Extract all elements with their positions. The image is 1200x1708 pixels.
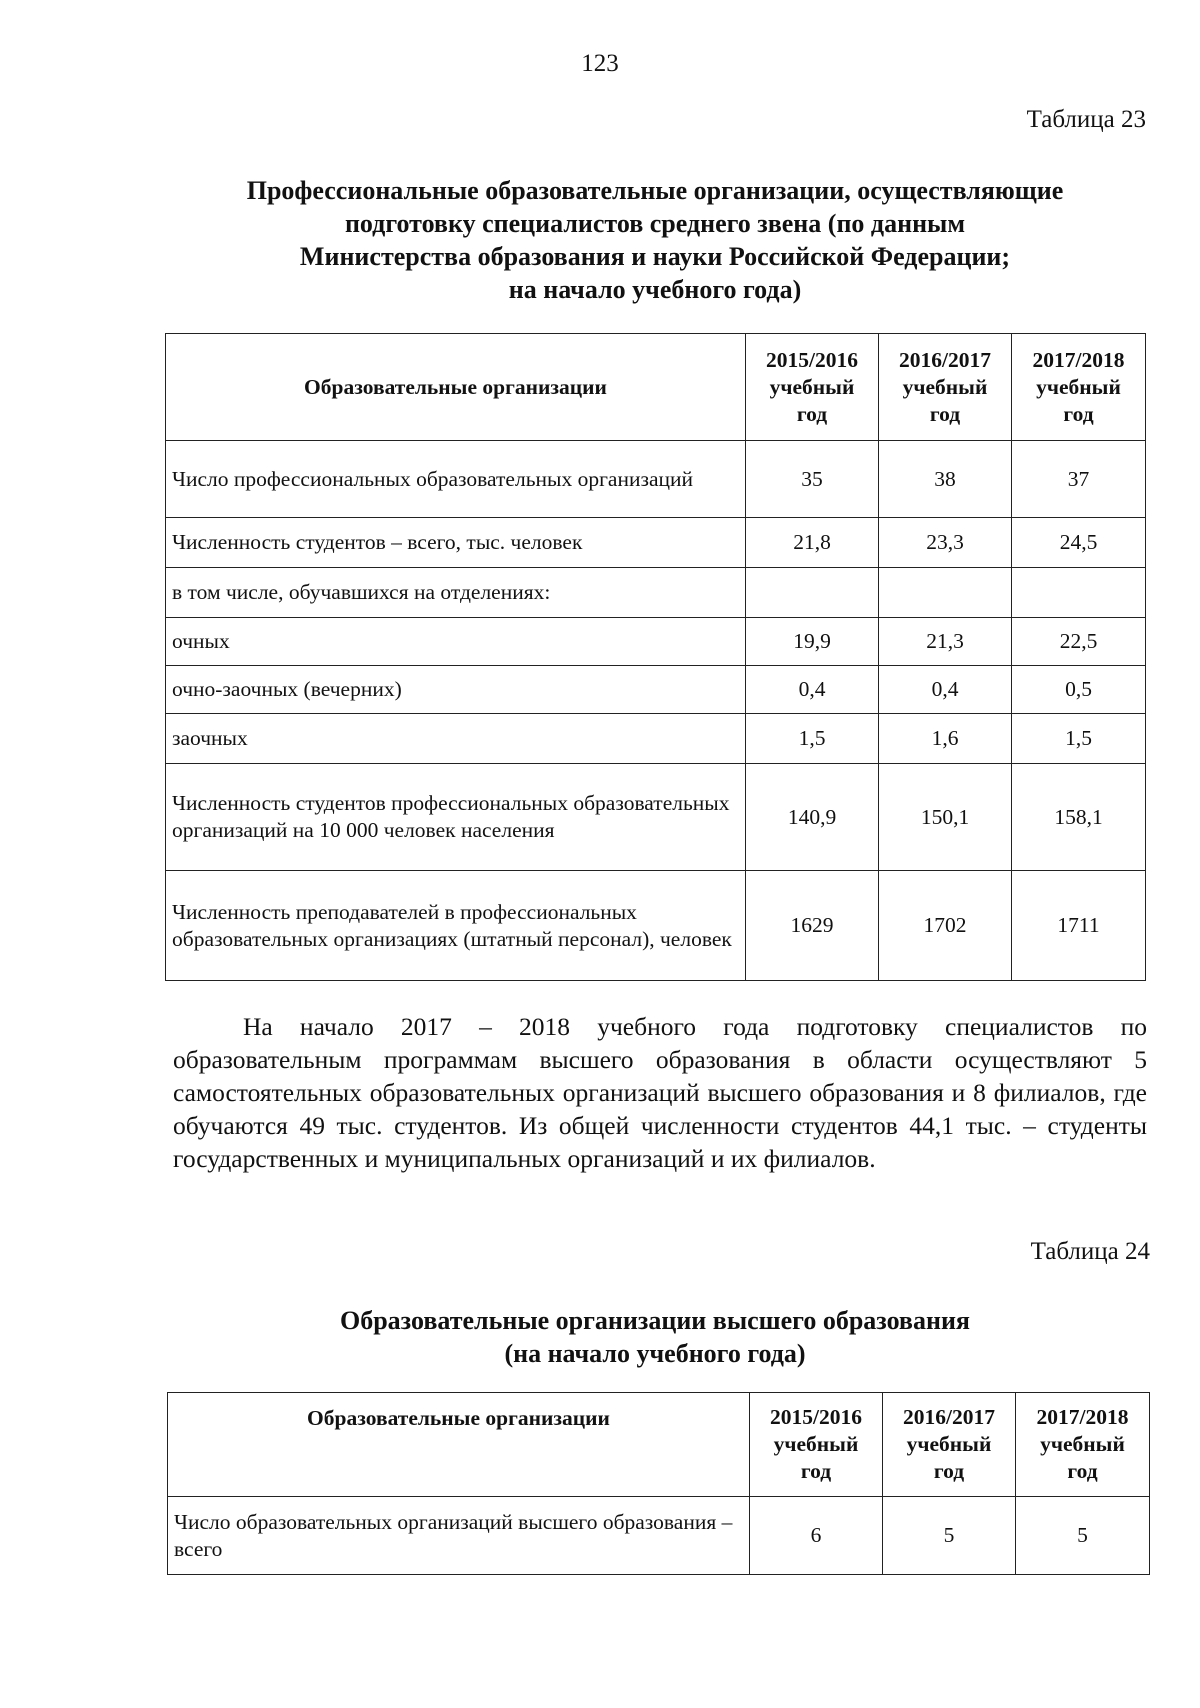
- table-23-label: Таблица 23: [1026, 106, 1146, 133]
- header-year-unit: учебный: [1040, 1432, 1125, 1456]
- cell-value: 19,9: [746, 618, 879, 666]
- header-year: 2015/2016: [770, 1405, 862, 1429]
- header-year: 2015/2016: [766, 347, 858, 372]
- table-row: [166, 568, 1146, 618]
- row-label: Численность студентов – всего, тыс. человек: [166, 518, 746, 568]
- table-24-title-line: (на начало учебного года): [504, 1339, 806, 1368]
- table-23-title-line: Министерства образования и науки Российской Федерации;: [299, 242, 1011, 271]
- cell-value: 6: [750, 1497, 883, 1575]
- column-header-year: [1012, 334, 1146, 441]
- row-label: Число профессиональных образовательных организаций: [166, 441, 746, 518]
- table-23-title-line: Профессиональные образовательные организации, осуществляющие: [246, 176, 1064, 205]
- column-header-year: [750, 1393, 883, 1497]
- cell-value: [1012, 568, 1146, 618]
- cell-value: 1,6: [879, 714, 1012, 764]
- cell-value: 1,5: [746, 714, 879, 764]
- cell-value: 140,9: [746, 764, 879, 871]
- cell-value: 0,5: [1012, 666, 1146, 714]
- table-row: [166, 618, 1146, 666]
- cell-value: 1,5: [1012, 714, 1146, 764]
- cell-value: [879, 568, 1012, 618]
- cell-value: 24,5: [1012, 518, 1146, 568]
- table-23-title-line: подготовку специалистов среднего звена (по данным: [344, 209, 966, 238]
- column-header-year: [1016, 1393, 1150, 1497]
- table-23: [165, 333, 1146, 981]
- table-24: [167, 1392, 1150, 1575]
- cell-value: 23,3: [879, 518, 1012, 568]
- row-label: Численность преподавателей в профессиональных образовательных организациях (штатный персонал), человек: [166, 871, 746, 981]
- table-24-title-line: Образовательные организации высшего образования: [340, 1306, 970, 1335]
- cell-value: 1711: [1012, 871, 1146, 981]
- row-label: Численность студентов профессиональных образовательных организаций на 10 000 человек населения: [166, 764, 746, 871]
- body-paragraph: На начало 2017 – 2018 учебного года подготовку специалистов по образовательным программам высшего образования в области осуществляют 5 самостоятельных образовательных организаций высшего образования и 8 филиалов, где обучаются 49 тыс. студентов. Из общей численности студентов 44,1 тыс. – студенты государственных и муниципальных организаций и их филиалов.: [173, 1012, 1147, 1173]
- cell-value: 158,1: [1012, 764, 1146, 871]
- row-label: заочных: [166, 714, 746, 764]
- cell-value: 5: [883, 1497, 1016, 1575]
- table-23-title-line: на начало учебного года): [508, 275, 802, 304]
- cell-value: 22,5: [1012, 618, 1146, 666]
- row-label: Число образовательных организаций высшего образования – всего: [168, 1497, 750, 1575]
- table-row: [166, 518, 1146, 568]
- cell-value: 0,4: [879, 666, 1012, 714]
- column-header-organizations: Образовательные организации: [168, 1393, 750, 1497]
- row-label: в том числе, обучавшихся на отделениях:: [166, 568, 746, 618]
- cell-value: [746, 568, 879, 618]
- header-year-word: год: [800, 1459, 832, 1483]
- table-row: [166, 871, 1146, 981]
- header-year-word: год: [1063, 401, 1094, 426]
- header-year-word: год: [933, 1459, 965, 1483]
- header-year-word: год: [1067, 1459, 1098, 1483]
- cell-value: 5: [1016, 1497, 1150, 1575]
- header-year-unit: учебный: [1036, 374, 1121, 399]
- cell-value: 35: [746, 441, 879, 518]
- header-year-unit: учебный: [906, 1432, 992, 1456]
- table-row: [166, 666, 1146, 714]
- page-number: 123: [581, 50, 619, 77]
- table-header-row: [166, 334, 1146, 441]
- table-row: [168, 1497, 1150, 1575]
- cell-value: 150,1: [879, 764, 1012, 871]
- column-header-year: [883, 1393, 1016, 1497]
- cell-value: 1702: [879, 871, 1012, 981]
- cell-value: 37: [1012, 441, 1146, 518]
- header-year: 2017/2018: [1032, 347, 1125, 372]
- column-header-organizations: Образовательные организации: [166, 334, 746, 441]
- cell-value: 1629: [746, 871, 879, 981]
- header-year-unit: учебный: [902, 374, 988, 399]
- header-year-word: год: [929, 401, 961, 426]
- table-23-title: [165, 174, 1145, 306]
- header-year-word: год: [796, 401, 828, 426]
- table-row: [166, 441, 1146, 518]
- column-header-year: [746, 334, 879, 441]
- row-label: очно-заочных (вечерних): [166, 666, 746, 714]
- cell-value: 21,3: [879, 618, 1012, 666]
- table-24-title: [165, 1304, 1145, 1370]
- header-year: 2016/2017: [903, 1405, 995, 1429]
- cell-value: 21,8: [746, 518, 879, 568]
- header-year-unit: учебный: [769, 374, 855, 399]
- cell-value: 38: [879, 441, 1012, 518]
- row-label: очных: [166, 618, 746, 666]
- header-year-unit: учебный: [773, 1432, 859, 1456]
- header-year: 2016/2017: [899, 347, 991, 372]
- table-header-row: [168, 1393, 1150, 1497]
- table-24-label: Таблица 24: [1030, 1238, 1150, 1265]
- table-row: [166, 714, 1146, 764]
- header-year: 2017/2018: [1036, 1405, 1129, 1429]
- table-row: [166, 764, 1146, 871]
- column-header-year: [879, 334, 1012, 441]
- cell-value: 0,4: [746, 666, 879, 714]
